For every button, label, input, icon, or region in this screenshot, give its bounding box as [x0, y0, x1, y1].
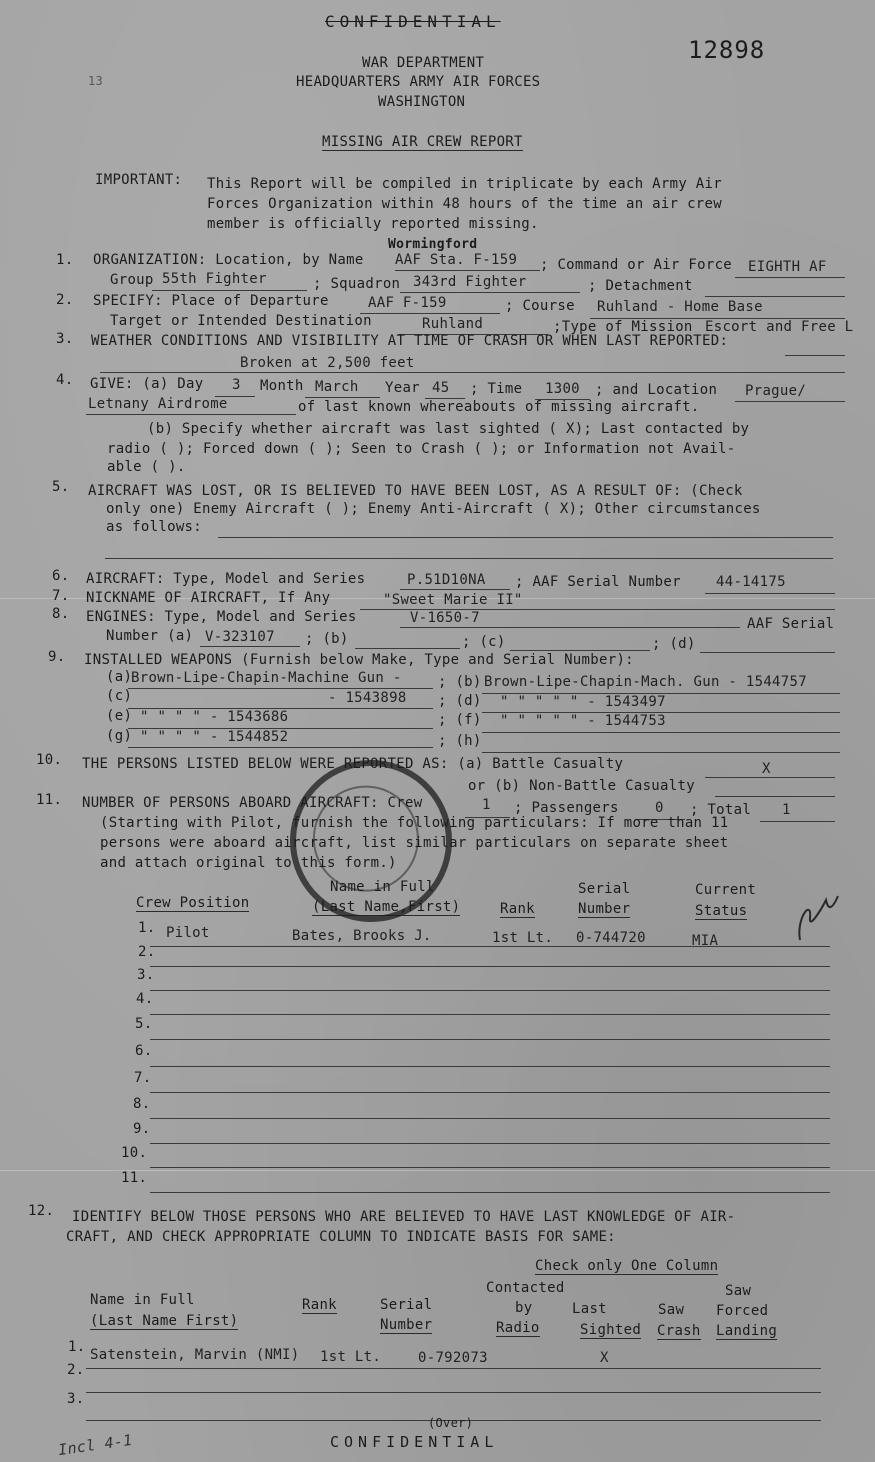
organization-location: AAF Sta. F-159 [395, 252, 518, 268]
fill-line [735, 277, 845, 278]
identify-text: IDENTIFY BELOW THOSE PERSONS WHO ARE BELIEVED TO HAVE LAST KNOWLEDGE OF AIR- [72, 1209, 736, 1225]
engine-c-label: ; (c) [462, 634, 506, 650]
witness-header-sighted: Sighted [580, 1322, 642, 1338]
engine-number-label: Number (a) [106, 628, 194, 644]
fill-line [86, 1392, 821, 1393]
serial-label: ; AAF Serial Number [515, 574, 681, 590]
item-number: 3. [56, 331, 74, 347]
target-label: Target or Intended Destination [110, 313, 372, 329]
item-number: 6. [52, 568, 70, 584]
crew-rank: 1st Lt. [492, 930, 554, 946]
item-number: 4. [56, 372, 74, 388]
item-number: 8. [52, 606, 70, 622]
group-value: 55th Fighter [162, 271, 267, 287]
row-number: 3. [67, 1391, 85, 1407]
fill-line [150, 1118, 830, 1119]
fill-line [760, 821, 835, 822]
row-number: 4. [136, 991, 154, 1007]
weapon-d: " " " " " - 1543497 [500, 694, 666, 710]
weapon-f: " " " " " - 1544753 [500, 713, 666, 729]
fill-line [105, 558, 833, 559]
important-label: IMPORTANT: [95, 172, 183, 188]
target-value: Ruhland [422, 316, 484, 332]
item-number: 2. [56, 292, 74, 308]
crew-header-position: Crew Position [136, 895, 250, 911]
witness-header-name: Name in Full [90, 1292, 195, 1308]
course-label: ; Course [505, 298, 575, 314]
weather-value: Broken at 2,500 feet [240, 355, 415, 371]
crew-serial: 0-744720 [576, 930, 646, 946]
fill-line [700, 652, 835, 653]
fill-line [715, 796, 835, 797]
departure-value: AAF F-159 [368, 295, 447, 311]
row-number: 2. [67, 1362, 85, 1378]
row-number: 5. [135, 1016, 153, 1032]
witness-header-forced: Landing [716, 1323, 778, 1339]
casualty-label: THE PERSONS LISTED BELOW WERE REPORTED AS: (a) Battle Casualty [82, 756, 624, 772]
passengers-count: 0 [655, 800, 664, 816]
weapon-g: " " " " - 1544852 [140, 729, 289, 745]
fill-line [735, 401, 845, 402]
fill-line [86, 1368, 821, 1369]
fill-line [305, 397, 380, 398]
row-number: 8. [133, 1096, 151, 1112]
aircraft-serial: 44-14175 [716, 574, 786, 590]
weather-label: WEATHER CONDITIONS AND VISIBILITY AT TIME OF CRASH OR WHEN LAST REPORTED: [91, 333, 729, 349]
crew-status: MIA [692, 933, 719, 949]
location-value: Letnany Airdrome [88, 396, 228, 412]
year-value: 45 [432, 380, 450, 396]
item4b-text: radio ( ); Forced down ( ); Seen to Crash ( ); or Information not Avail- [107, 441, 736, 457]
weapon-a: Brown-Lipe-Chapin-Machine Gun - [131, 670, 402, 686]
row-number: 7. [134, 1070, 152, 1086]
fill-line [395, 270, 540, 271]
battle-casualty-mark: X [762, 761, 771, 777]
witness-header-contacted: by [515, 1300, 533, 1316]
fill-line [482, 752, 840, 753]
headquarters: HEADQUARTERS ARMY AIR FORCES [296, 74, 541, 90]
month-label: Month [260, 378, 304, 394]
fill-line [150, 946, 830, 947]
item5-text: only one) Enemy Aircraft ( ); Enemy Anti-Aircraft ( X); Other circumstances [106, 501, 761, 517]
weapon-letter: ; (f) [438, 712, 482, 728]
fill-line [705, 296, 845, 297]
item4b-text: able ( ). [107, 459, 186, 475]
witness-header-name: (Last Name First) [90, 1313, 239, 1329]
item-number: 11. [36, 792, 63, 808]
department: WAR DEPARTMENT [362, 55, 485, 71]
aircraft-label: AIRCRAFT: Type, Model and Series [86, 571, 366, 587]
persons-label: NUMBER OF PERSONS ABOARD AIRCRAFT: Crew [82, 795, 423, 811]
handwritten-initials [792, 888, 842, 948]
day-value: 3 [232, 377, 241, 393]
fill-line [400, 589, 510, 590]
weapon-letter: ; (h) [438, 733, 482, 749]
total-count: 1 [782, 802, 791, 818]
fill-line [482, 732, 840, 733]
row-number: 1. [68, 1339, 86, 1355]
row-number: 1. [138, 920, 156, 936]
weapon-letter: (a) [106, 669, 133, 685]
fill-line [400, 627, 740, 628]
organization-label: ORGANIZATION: Location, by Name [93, 252, 364, 268]
whereabouts-text: of last known whereabouts of missing aircraft. [298, 399, 700, 415]
witness-header-contacted: Contacted [486, 1280, 565, 1296]
weapon-b: Brown-Lipe-Chapin-Mach. Gun - 1544757 [484, 674, 807, 690]
persons-instructions: (Starting with Pilot, furnish the following particulars: If more than 11 [100, 815, 729, 831]
fill-line [86, 414, 296, 415]
fill-line [150, 1143, 830, 1144]
margin-note: Incl 4-1 [57, 1430, 134, 1460]
margin-mark: 13 [88, 74, 104, 88]
witness-name: Satenstein, Marvin (NMI) [90, 1347, 300, 1363]
over-note: (Over) [428, 1416, 474, 1430]
crew-position: Pilot [166, 925, 210, 941]
report-title: MISSING AIR CREW REPORT [322, 134, 523, 150]
witness-header-crash: Saw [658, 1302, 685, 1318]
witness-header-crash: Crash [657, 1323, 701, 1339]
witness-header-sighted: Last [572, 1301, 607, 1317]
row-number: 2. [138, 944, 156, 960]
total-label: ; Total [690, 802, 752, 818]
nickname-value: "Sweet Marie II" [383, 592, 523, 608]
item-number: 1. [56, 252, 74, 268]
row-number: 3. [137, 967, 155, 983]
witness-header-serial: Number [380, 1317, 433, 1333]
time-label: ; Time [470, 381, 523, 397]
engine-series: V-1650-7 [410, 610, 480, 626]
fill-line [150, 1014, 830, 1015]
witness-header-serial: Serial [380, 1297, 433, 1313]
fill-line [100, 372, 845, 373]
crew-header-name: (Last Name,First) [312, 899, 461, 915]
fill-line [152, 290, 307, 291]
weapon-letter: (e) [106, 708, 133, 724]
crew-header-serial: Number [578, 901, 631, 917]
crew-header-serial: Serial [578, 881, 631, 897]
identify-text: CRAFT, AND CHECK APPROPRIATE COLUMN TO INDICATE BASIS FOR SAME: [66, 1229, 616, 1245]
classification-top: CONFIDENTIAL [325, 12, 501, 31]
classification-bottom: CONFIDENTIAL [330, 1433, 499, 1451]
fill-line [360, 313, 500, 314]
item-number: 5. [52, 479, 70, 495]
fill-line [785, 355, 845, 356]
fill-line [400, 292, 580, 293]
fill-line [128, 688, 433, 689]
mission-value: Escort and Free L [705, 319, 854, 335]
course-value: Ruhland - Home Base [597, 299, 763, 315]
fill-line [150, 966, 830, 967]
squadron-value: 343rd Fighter [413, 274, 527, 290]
fill-line [150, 990, 830, 991]
row-number: 9. [133, 1121, 151, 1137]
persons-instructions: persons were aboard aircraft, list similar particulars on separate sheet [100, 835, 729, 851]
aircraft-model: P.51D10NA [407, 572, 486, 588]
important-text: member is officially reported missing. [207, 216, 539, 232]
important-text: Forces Organization within 48 hours of the time an air crew [207, 196, 722, 212]
fill-line [150, 1039, 830, 1040]
weapon-letter: (c) [106, 688, 133, 704]
mission-label: ;Type of Mission [553, 319, 693, 335]
weapons-label: INSTALLED WEAPONS (Furnish below Make, Type and Serial Number): [84, 652, 634, 668]
persons-instructions: and attach original to this form.) [100, 855, 397, 871]
row-number: 10. [121, 1145, 148, 1161]
item-number: 7. [52, 588, 70, 604]
witness-header-forced: Saw [725, 1283, 752, 1299]
nonbattle-label: or (b) Non-Battle Casualty [468, 778, 695, 794]
row-number: 6. [135, 1043, 153, 1059]
aaf-serial-label: AAF Serial [747, 616, 835, 632]
fill-line [150, 1192, 830, 1193]
engine-d-label: ; (d) [652, 636, 696, 652]
year-label: Year [385, 380, 420, 396]
witness-header-forced: Forced [716, 1303, 769, 1319]
weapon-letter: ; (d) [438, 693, 482, 709]
weapon-c: - 1543898 [328, 690, 407, 706]
time-value: 1300 [545, 381, 580, 397]
crew-header-rank: Rank [500, 901, 535, 917]
fill-line [705, 777, 835, 778]
witness-sighted-mark: X [600, 1350, 609, 1366]
nickname-label: NICKNAME OF AIRCRAFT, If Any [86, 590, 331, 606]
fill-line [705, 593, 835, 594]
item5-text: AIRCRAFT WAS LOST, OR IS BELIEVED TO HAVE BEEN LOST, AS A RESULT OF: (Check [88, 483, 743, 499]
engine-b-label: ; (b) [305, 631, 349, 647]
command-value: EIGHTH AF [748, 259, 827, 275]
fill-line [128, 747, 433, 748]
detachment-label: ; Detachment [588, 278, 693, 294]
location-note: Wormingford [388, 237, 478, 252]
check-column-label: Check only One Column [535, 1258, 719, 1274]
fill-line [150, 1066, 830, 1067]
item-number: 10. [36, 752, 63, 768]
crew-header-name: Name in Full [330, 879, 435, 895]
month-value: March [315, 379, 359, 395]
fill-line [510, 650, 650, 651]
weapon-e: " " " " - 1543686 [140, 709, 289, 725]
item-number: 12. [28, 1203, 55, 1219]
row-number: 11. [121, 1170, 148, 1186]
engines-label: ENGINES: Type, Model and Series [86, 609, 357, 625]
fill-line [150, 1092, 830, 1093]
item-number: 9. [48, 649, 66, 665]
engine-a: V-323107 [205, 629, 275, 645]
specify-label: SPECIFY: Place of Departure [93, 293, 329, 309]
weapon-letter: ; (b) [438, 674, 482, 690]
crew-name: Bates, Brooks J. [292, 928, 432, 944]
crew-header-status: Current [695, 882, 757, 898]
command-label: ; Command or Air Force [540, 257, 733, 273]
witness-header-contacted: Radio [496, 1320, 540, 1336]
weapon-letter: (g) [106, 728, 133, 744]
crew-count: 1 [482, 797, 491, 813]
witness-rank: 1st Lt. [320, 1349, 382, 1365]
fill-line [355, 648, 460, 649]
group-label: Group [110, 272, 154, 288]
crew-header-status: Status [695, 903, 748, 919]
item5-text: as follows: [106, 519, 203, 535]
important-text: This Report will be compiled in triplicate by each Army Air [207, 176, 722, 192]
fill-line [150, 1167, 830, 1168]
location-label: ; and Location [595, 382, 718, 398]
passengers-label: ; Passengers [514, 800, 619, 816]
city: WASHINGTON [378, 94, 466, 110]
witness-header-rank: Rank [302, 1297, 337, 1313]
item4b-text: (b) Specify whether aircraft was last sighted ( X); Last contacted by [147, 421, 750, 437]
fill-line [218, 537, 833, 538]
give-label: GIVE: (a) Day [90, 376, 204, 392]
squadron-label: ; Squadron [313, 276, 401, 292]
witness-serial: 0-792073 [418, 1350, 488, 1366]
fill-line [200, 646, 300, 647]
report-number: 12898 [688, 36, 766, 64]
location-value: Prague/ [745, 383, 807, 399]
